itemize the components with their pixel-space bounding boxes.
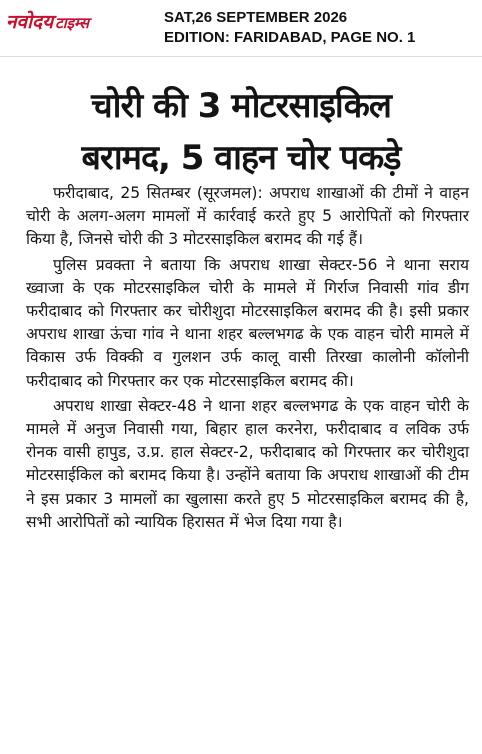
newspaper-logo [6,8,89,34]
edition-date: SAT,26 SEPTEMBER 2026 [164,9,348,26]
article-body [26,182,469,536]
article-paragraph-1: फरीदाबाद, 25 सितम्बर (सूरजमल): अपराध शाखाओं की टीमों ने वाहन चोरी के अलग-अलग मामलों में कार्रवाई करते हुए 5 आरोपितों को गिरफ्तार किया है, जिनसे चोरी की 3 मोटरसाइकिल बरामद की गई हैं। [26,184,469,249]
masthead [0,0,482,56]
logo-sub: टाइम्स [55,14,89,32]
edition-info [164,8,415,48]
article-paragraph-3: अपराध शाखा सेक्टर-48 ने थाना शहर बल्लभगढ के एक वाहन चोरी के मामले में अनुज निवासी गया, बिहार हाल करनेरा, फरीदाबाद व लविक उर्फ रोनक वासी हापुड, उ.प्र. हाल सेक्टर-2, फरीदाबाद को गिरफ्तार कर चोरीशुदा मोटरसाईकिल को बरामद किया है। उन्होंने बताया कि अपराध शाखाओं की टीम ने इस प्रकार 3 मामलों का खुलासा करते हुए 5 मोटरसाइकिल बरामद की है, सभी आरोपितों को न्यायिक हिरासत में भेज दिया गया है। [26,396,469,531]
headline [0,80,482,184]
edition-page: EDITION: FARIDABAD, PAGE NO. 1 [164,29,416,46]
article-paragraph-2: पुलिस प्रवक्ता ने बताया कि अपराध शाखा सेक्टर-56 ने थाना सराय ख्वाजा के एक मोटरसाइकिल चोरी के मामले में गिर्राज निवासी गांव डीग फरीदाबाद को गिरफ्तार कर चोरीशुदा मोटरसाइकिल बरामद की है। इसी प्रकार अपराध शाखा ऊंचा गांव ने थाना शहर बल्लभगढ के एक वाहन चोरी मामले में विकास उर्फ विक्की व गुलशन उर्फ कालू वासी तिरखा कालोनी कॉलोनी फरीदाबाद को गिरफ्तार कर एक मोटरसाइकिल बरामद की। [26,255,469,390]
masthead-divider [0,56,482,57]
logo-main: नवोदय [6,11,54,33]
headline-line-1: चोरी की 3 मोटरसाइकिल [91,86,391,126]
headline-line-2: बरामद, 5 वाहन चोर पकड़े [81,138,401,178]
